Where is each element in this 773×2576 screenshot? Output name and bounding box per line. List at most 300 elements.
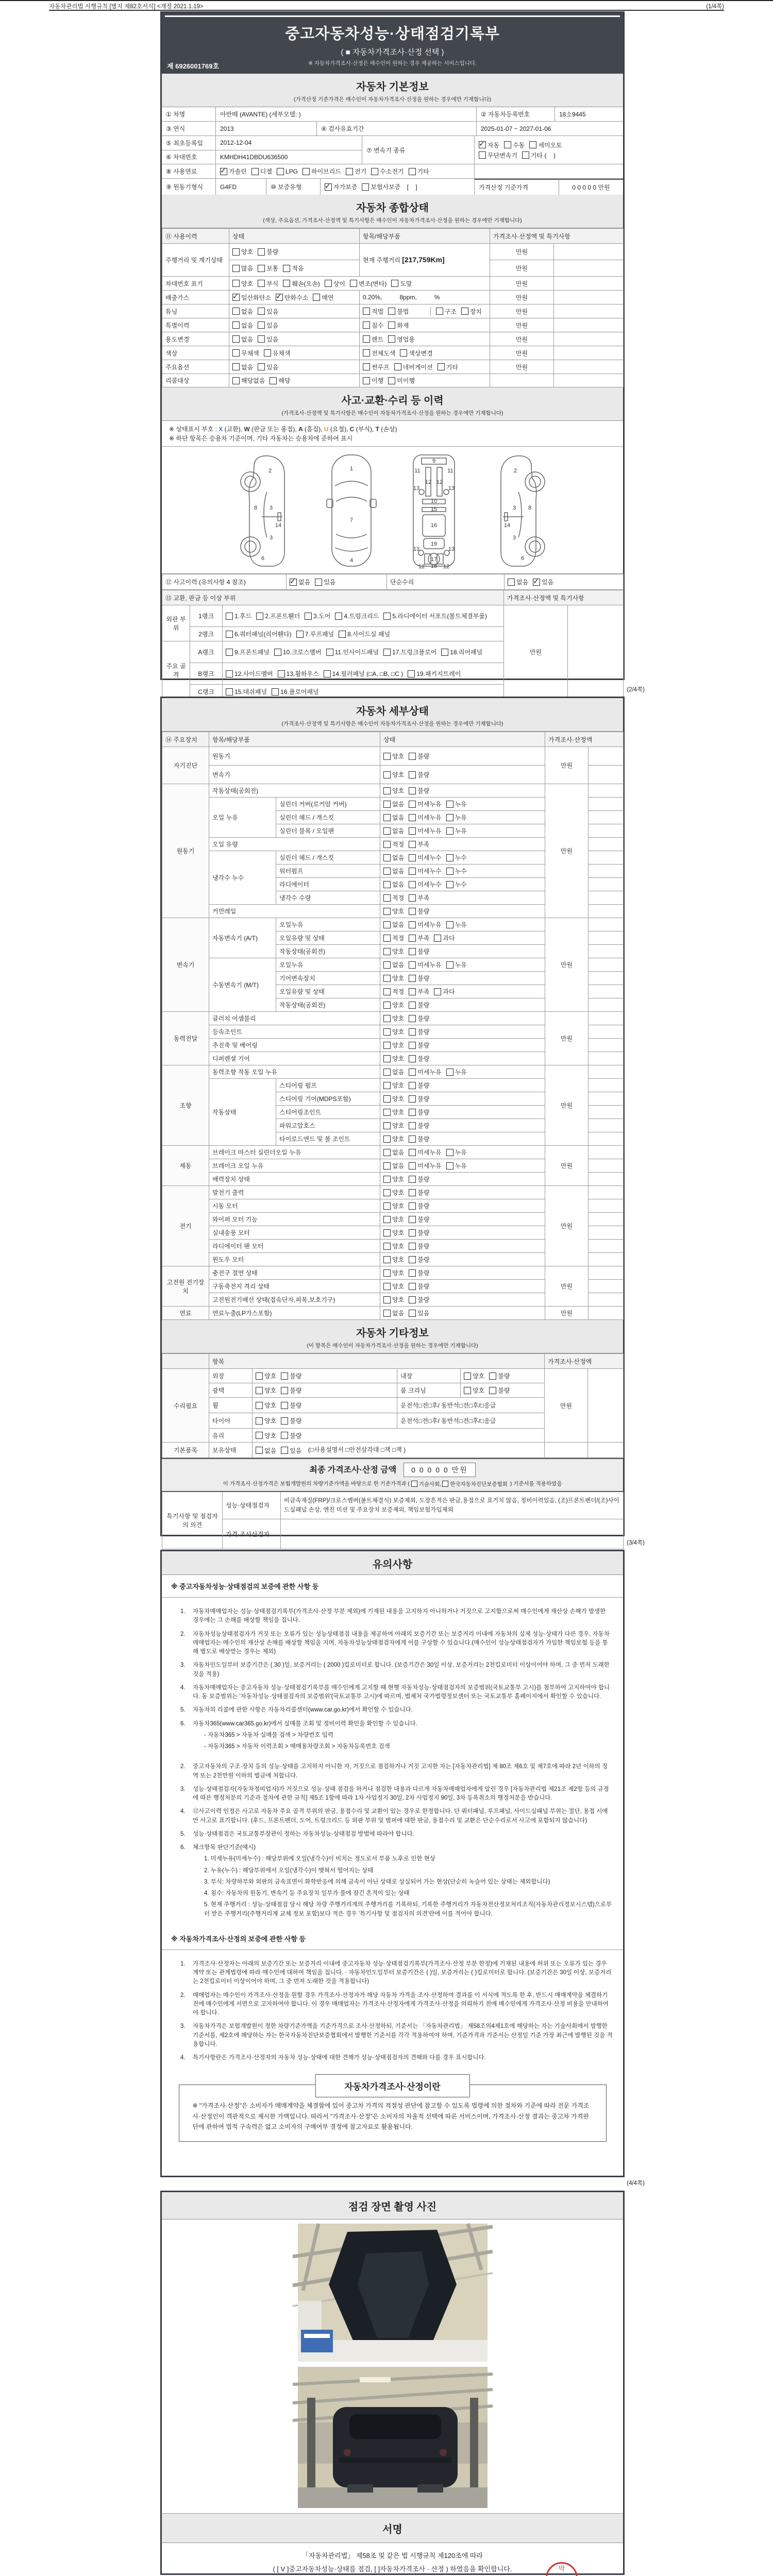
checkbox-기술사회,[interactable]: 기술사회,	[411, 1480, 442, 1488]
checkbox-box	[409, 894, 416, 902]
checkbox-불량[interactable]: 불량	[281, 1371, 301, 1380]
checkbox-양호[interactable]: 양호	[383, 1134, 404, 1143]
checkbox-양호[interactable]: 양호	[383, 947, 404, 956]
checkbox-불량[interactable]: 불량	[409, 1268, 429, 1277]
checkbox-화재[interactable]: 화재	[388, 321, 409, 330]
checkbox-누유[interactable]: 누유	[446, 960, 467, 969]
device-group: 동력전달	[162, 1012, 209, 1065]
checkbox-불량[interactable]: 불량	[409, 1081, 429, 1090]
checkbox-누유[interactable]: 누유	[446, 813, 467, 822]
table-row: 실린더 헤드 / 개스킷 없음 미세누유 누유	[162, 811, 624, 824]
checkbox-불량[interactable]: 불량	[409, 1175, 429, 1183]
checkbox-box	[383, 1042, 391, 1049]
notice-subitem: 5. 현재 주행거리 : 성능·상태점검 당시 해당 차량 주행거리계의 주행거리를 기록하되, 기록한 주행거리가 자동차전산정보처리조직(자동차관리정보시스템)으로부터 받은 주행거리(주행거리계 교체 정보 포함)보다 적은 경우 '특기사항 및 점검자의 의견'란에 이를 적어야 합니다.	[204, 1902, 612, 1917]
svg-text:12: 12	[436, 479, 443, 485]
checkbox-양호[interactable]: 양호	[383, 974, 404, 982]
checkbox-없음[interactable]: 없음	[383, 1161, 404, 1170]
checkbox-box	[409, 1189, 416, 1196]
checkbox-있음[interactable]: 있음	[258, 321, 278, 330]
checkbox-box	[383, 1310, 391, 1317]
checkbox-없음[interactable]: ✓ 없음	[290, 578, 310, 586]
checkbox-양호[interactable]: 양호	[383, 1108, 404, 1116]
checkbox-불량[interactable]: 불량	[409, 752, 429, 760]
table-row: 작동상태(공회전) 양호 불량	[162, 945, 624, 958]
checkbox-불량[interactable]: 불량	[409, 1188, 429, 1197]
checkbox-불량[interactable]: 불량	[258, 247, 278, 256]
checkbox-양호[interactable]: 양호	[383, 1215, 404, 1224]
checkbox-box	[258, 308, 265, 315]
table-row: 고전원전기배선 상태(접속단자,피복,보호기구) 양호 불량	[162, 1293, 624, 1307]
checkbox-양호[interactable]: 양호	[256, 1401, 276, 1410]
device-subgroup: 냉각수 누수	[209, 851, 276, 905]
checkbox-양호[interactable]: 양호	[383, 1121, 404, 1130]
checkbox-양호[interactable]: 양호	[383, 1295, 404, 1304]
checkbox-상이[interactable]: 상이	[325, 279, 345, 288]
checkbox-무채색[interactable]: 무채색	[232, 349, 259, 358]
table-row	[162, 179, 623, 195]
table-row	[162, 1492, 624, 1519]
device-subgroup: 자동변속기 (A/T)	[209, 918, 276, 958]
checkbox-12.사이드멤버[interactable]: 12.사이드멤버	[226, 669, 273, 678]
checkbox-양호[interactable]: 양호	[383, 1001, 404, 1009]
table-row: 커먼레일 양호 불량	[162, 905, 624, 918]
checkbox-구조[interactable]: 구조	[436, 307, 457, 316]
detail-table	[162, 732, 623, 1320]
checkbox-누유[interactable]: 누유	[446, 800, 467, 808]
device-group: 제동	[162, 1146, 209, 1186]
document-title: 중고자동차성능·상태점검기록부	[285, 26, 500, 42]
checkbox-없음[interactable]: 없음	[383, 826, 404, 835]
checkbox-적음[interactable]: 적음	[283, 264, 304, 273]
checkbox-불량[interactable]: 불량	[409, 1242, 429, 1250]
page-mark-2: (2/4쪽)	[627, 687, 645, 693]
checkbox-미세누유[interactable]: 미세누유	[409, 920, 441, 929]
checkbox-양호[interactable]: 양호	[232, 247, 253, 256]
checkbox-누유[interactable]: 누유	[446, 920, 467, 929]
checkbox-있음[interactable]: ✓ 있음	[533, 578, 553, 586]
checkbox-기타[interactable]: 기타	[409, 167, 429, 176]
checkbox-가솔린[interactable]: ✓ 가솔린	[220, 167, 247, 176]
checkbox-양호[interactable]: 양호	[383, 1228, 404, 1237]
checkbox-부식[interactable]: 부식	[258, 279, 278, 288]
checkbox-양호[interactable]: 양호	[256, 1431, 276, 1440]
car-name-label: ① 차명	[162, 107, 216, 121]
checkbox-훼손(오손)[interactable]: 훼손(오손)	[283, 279, 320, 288]
appraiser-opinion	[281, 1519, 624, 1549]
checkbox-LPG[interactable]: LPG	[277, 168, 298, 175]
checkbox-없음[interactable]: 없음	[383, 880, 404, 889]
checkbox-양호[interactable]: 양호	[383, 786, 404, 795]
checkbox-세미오토[interactable]: 세미오토	[529, 141, 562, 149]
checkbox-보험사보증[interactable]: 보험사보증	[362, 182, 400, 191]
checkbox-미세누유[interactable]: 미세누유	[409, 1148, 441, 1157]
document-header	[162, 13, 623, 74]
checkbox-없음[interactable]: 없음	[383, 920, 404, 929]
checkbox-box	[383, 1149, 391, 1156]
checkbox-미세누유[interactable]: 미세누유	[409, 1067, 441, 1076]
checkbox-불량[interactable]: 불량	[409, 1094, 429, 1103]
year-value: 2013	[216, 122, 317, 135]
checkbox-디젤[interactable]: 디젤	[251, 167, 272, 176]
checkbox-자동[interactable]: ✓ 자동	[479, 141, 499, 149]
checkbox-16.플로어패널[interactable]: 16.플로어패널	[272, 687, 319, 696]
checkbox-불량[interactable]: 불량	[281, 1386, 301, 1395]
checkbox-유채색[interactable]: 유채색	[264, 349, 291, 358]
inspector-role: 성능·상태점검자	[223, 1492, 281, 1519]
checkbox-1.후드[interactable]: 1.후드	[226, 612, 251, 620]
signature-title: 서명	[382, 2524, 402, 2535]
checkbox-box	[281, 1447, 288, 1454]
checkbox-적정[interactable]: 적정	[383, 840, 404, 849]
checkbox-양호[interactable]: 양호	[383, 1081, 404, 1090]
table-row	[162, 574, 624, 590]
table-row: 윈도우 모터 양호 불량	[162, 1253, 624, 1266]
svg-text:13: 13	[413, 485, 419, 492]
checkbox-불량[interactable]: 불량	[409, 1041, 429, 1049]
checkbox-양호[interactable]: 양호	[383, 1255, 404, 1264]
checkbox-불량[interactable]: 불량	[409, 1001, 429, 1009]
checkbox-13.휠하우스[interactable]: 13.휠하우스	[278, 669, 319, 678]
checkbox-box	[325, 183, 332, 191]
checkbox-없음[interactable]: 없음	[383, 800, 404, 808]
checkbox-도말[interactable]: 도말	[391, 279, 412, 288]
checkbox-box	[409, 908, 416, 915]
checkbox-19.패키지트레이[interactable]: 19.패키지트레이	[408, 669, 461, 678]
checkbox-불량[interactable]: 불량	[409, 907, 429, 916]
device-subgroup: 오일 누유	[209, 798, 276, 838]
checkbox-없음[interactable]: 없음	[232, 321, 253, 330]
checkbox-누수[interactable]: 누수	[446, 853, 467, 862]
checkbox-과다[interactable]: 과다	[434, 934, 455, 942]
checkbox-box	[508, 579, 515, 586]
notice-item: 6. 자동차365(www.car365.go.kr)에서 실매물 조회 및 정비이력 확인을 확인할 수 있습니다. - 자동차365 > 자동차 실매물 검색 > 차량번호 입력 - 자동차365 > 자동차 이력조회 > 매매용차량조회 > 자동차등록번호 검색	[172, 1720, 613, 1752]
page-block-3	[160, 1550, 625, 2177]
checkbox-양호[interactable]: 양호	[383, 1014, 404, 1023]
checkbox-양호[interactable]: 양호	[383, 1282, 404, 1291]
checkbox-불량[interactable]: 불량	[281, 1431, 301, 1440]
checkbox-불량[interactable]: 불량	[409, 1121, 429, 1130]
checkbox-box	[446, 854, 453, 861]
checkbox-불량[interactable]: 불량	[409, 1255, 429, 1264]
checkbox-없음[interactable]: 없음	[232, 307, 253, 316]
checkbox-적정[interactable]: 적정	[383, 893, 404, 902]
panel-rank: 1랭크	[190, 605, 223, 627]
appraiser-role: 가격·조사산정자	[223, 1519, 281, 1549]
checkbox-불량[interactable]: 불량	[409, 1134, 429, 1143]
checkbox-양호[interactable]: 양호	[256, 1386, 276, 1395]
checkbox-미세누유[interactable]: 미세누유	[409, 800, 441, 808]
checkbox-box	[446, 1069, 453, 1076]
checkbox-기타 ( )[interactable]: 기타 ( )	[522, 151, 556, 160]
checkbox-불량[interactable]: 불량	[409, 974, 429, 982]
checkbox-box	[383, 961, 391, 969]
header-accent-line	[165, 15, 620, 17]
checkbox-누유[interactable]: 누유	[446, 1148, 467, 1157]
checkbox-양호[interactable]: 양호	[464, 1371, 484, 1380]
checkbox-수동[interactable]: 수동	[504, 141, 525, 149]
checkbox-불량[interactable]: 불량	[409, 1108, 429, 1116]
checkbox-누유[interactable]: 누유	[446, 826, 467, 835]
checkbox-미세누유[interactable]: 미세누유	[409, 1161, 441, 1170]
checkbox-불량[interactable]: 불량	[409, 1295, 429, 1304]
checkbox-box	[277, 168, 284, 175]
checkbox-11.인사이드패널[interactable]: 11.인사이드패널	[326, 648, 379, 656]
checkbox-box	[383, 801, 391, 808]
svg-text:8: 8	[528, 505, 531, 511]
detail-subtitle: (가격조사·산정액 및 특기사항은 매수인이 자동차가격조사·산정을 원하는 경우에만 기재합니다)	[281, 721, 503, 727]
table-row: 많음 보통 적음 만원	[162, 260, 624, 277]
device-group: 고전원 전기장치	[162, 1266, 209, 1307]
checkbox-불량[interactable]: 불량	[489, 1371, 510, 1380]
checkbox-없음[interactable]: 없음	[383, 1148, 404, 1157]
table-row	[162, 374, 624, 387]
checkbox-불량[interactable]: 불량	[409, 786, 429, 795]
checkbox-box	[409, 975, 416, 982]
checkbox-3.도어[interactable]: 3.도어	[305, 612, 330, 620]
checkbox-매연[interactable]: 매연	[313, 293, 333, 302]
checkbox-누유[interactable]: 누유	[446, 1067, 467, 1076]
checkbox-미세누유[interactable]: 미세누유	[409, 826, 441, 835]
checkbox-불량[interactable]: 불량	[281, 1416, 301, 1425]
checkbox-양호[interactable]: 양호	[256, 1416, 276, 1425]
checkbox-장치[interactable]: 장치	[461, 307, 482, 316]
checkbox-없음[interactable]: 없음	[383, 853, 404, 862]
checkbox-부족[interactable]: 부족	[409, 934, 429, 942]
checkbox-변조(변타)[interactable]: 변조(변타)	[350, 279, 386, 288]
checkbox-box	[383, 1202, 391, 1210]
signature-confirm-line: ( [ V ]중고자동차성능·상태를 점검, [ ]자동차가격조사 · 산정 ) 하였음을 확인합니다.	[273, 2565, 512, 2573]
checkbox-미세누유[interactable]: 미세누유	[409, 960, 441, 969]
checkbox-침수[interactable]: 침수	[363, 321, 383, 330]
checkbox-box	[409, 1176, 416, 1183]
checkbox-box	[283, 265, 290, 272]
checkbox-불량[interactable]: 불량	[409, 1228, 429, 1237]
checkbox-불량[interactable]: 불량	[409, 1201, 429, 1210]
checkbox-적정[interactable]: 적정	[383, 934, 404, 942]
checkbox-box	[232, 349, 240, 357]
checkbox-양호[interactable]: 양호	[383, 770, 404, 779]
checkbox-썬루프[interactable]: 썬루프	[363, 363, 390, 371]
checkbox-해당[interactable]: 해당	[270, 376, 290, 385]
checkbox-없음[interactable]: 없음	[383, 960, 404, 969]
checkbox-box	[383, 1122, 391, 1129]
checkbox-9.프론트패널[interactable]: 9.프론트패널	[226, 648, 270, 656]
checkbox-있음[interactable]: 있음	[281, 1446, 301, 1455]
checkbox-box	[409, 1283, 416, 1290]
checkbox-box	[363, 377, 370, 384]
checkbox-기타[interactable]: 기타	[438, 363, 458, 371]
checkbox-있음[interactable]: 있음	[258, 335, 278, 344]
checkbox-있음[interactable]: 있음	[258, 363, 278, 371]
table-row: 배력장치 상태 양호 불량	[162, 1173, 624, 1186]
checkbox-box	[409, 771, 416, 778]
checkbox-box	[479, 151, 486, 159]
checkbox-렌트[interactable]: 렌트	[363, 335, 383, 344]
checkbox-불량[interactable]: 불량	[409, 770, 429, 779]
checkbox-양호[interactable]: 양호	[383, 1027, 404, 1036]
checkbox-box	[283, 280, 290, 287]
checkbox-box	[383, 649, 391, 656]
checkbox-양호[interactable]: 양호	[383, 1242, 404, 1250]
meta-divider	[49, 10, 724, 11]
checkbox-box	[383, 1296, 391, 1303]
table-row: 조향 동력조향 작동 오일 누유 없음 미세누유 누유 만원	[162, 1065, 624, 1079]
checkbox-box	[383, 814, 391, 821]
notice-subitem: - 자동차365 > 자동차 이력조회 > 매매용차량조회 > 자동차등록번호 검색	[204, 1743, 390, 1750]
checkbox-있음[interactable]: 있음	[258, 307, 278, 316]
checkbox-이행[interactable]: 이행	[363, 376, 383, 385]
checkbox-탄화수소[interactable]: ✓ 탄화수소	[276, 293, 308, 302]
checkbox-적법[interactable]: 적법	[363, 307, 383, 316]
checkbox-영업용[interactable]: 영업용	[388, 335, 415, 344]
checkbox-누수[interactable]: 누수	[446, 880, 467, 889]
checkbox-네비게이션[interactable]: 네비게이션	[394, 363, 433, 371]
checkbox-미이행[interactable]: 미이행	[388, 376, 415, 385]
checkbox-한국자동차진단보증협회[interactable]: 한국자동차진단보증협회	[442, 1480, 508, 1488]
table-row: 냉각수 수량 적정 부족	[162, 891, 624, 905]
checkbox-없음[interactable]: 없음	[383, 813, 404, 822]
detail-title: 자동차 세부상태	[356, 706, 429, 717]
signature-band	[162, 2514, 623, 2543]
checkbox-box	[409, 854, 416, 861]
checkbox-box	[409, 1269, 416, 1277]
checkbox-없음[interactable]: 없음	[383, 1067, 404, 1076]
checkbox-부족[interactable]: 부족	[409, 987, 429, 996]
checkbox-6.쿼터패널(리어휀다)[interactable]: 6.쿼터패널(리어휀다)	[226, 630, 292, 638]
checkbox-양호[interactable]: 양호	[383, 1054, 404, 1063]
checkbox-box	[305, 613, 312, 620]
checkbox-없음[interactable]: 없음	[383, 1309, 404, 1317]
table-row: 변속기 자동변속기 (A/T) 오일누유 없음 미세누유 누유 만원	[162, 918, 624, 931]
checkbox-적정[interactable]: 적정	[383, 987, 404, 996]
notice-item: 3. 자동차인도일부터 보증기간은 ( 30 )일, 보증거리는 ( 2000 )킬로미터로 합니다. (보증기간은 30일 이상, 보증거리는 2천킬로미터 이상이어야 하며, 그 중 먼저 도래한 것을 적용)	[180, 1662, 610, 1677]
checkbox-없음[interactable]: 없음	[508, 578, 528, 586]
checkbox-box	[383, 613, 391, 620]
checkbox-미세누수[interactable]: 미세누수	[409, 853, 441, 862]
checkbox-누수[interactable]: 누수	[446, 867, 467, 875]
checkbox-불량[interactable]: 불량	[281, 1401, 301, 1410]
checkbox-box	[409, 787, 416, 794]
checkbox-보통[interactable]: 보통	[258, 264, 278, 273]
checkbox-전체도색[interactable]: 전체도색	[363, 349, 395, 358]
checkbox-불량[interactable]: 불량	[409, 1215, 429, 1224]
warranty-label: ⑩ 보증유형	[266, 179, 321, 195]
checkbox-불량[interactable]: 불량	[409, 1027, 429, 1036]
checkbox-5.라디에이터 서포트(볼트체결부품)[interactable]: 5.라디에이터 서포트(볼트체결부품)	[383, 612, 487, 620]
checkbox-불량[interactable]: 불량	[409, 1054, 429, 1063]
checkbox-없음[interactable]: 없음	[232, 335, 253, 344]
checkbox-색상변경[interactable]: 색상변경	[400, 349, 432, 358]
basic-info-title: 자동차 기본정보	[356, 81, 429, 93]
checkbox-2.프론트휀더[interactable]: 2.프론트휀더	[256, 612, 300, 620]
device-subgroup: 작동상태	[209, 1079, 276, 1146]
checkbox-미세누수[interactable]: 미세누수	[409, 880, 441, 889]
table-row: 등속조인트 양호 불량	[162, 1025, 624, 1039]
checkbox-부족[interactable]: 부족	[409, 840, 429, 849]
checkbox-수소전기[interactable]: 수소전기	[371, 167, 404, 176]
checkbox-10.크로스멤버[interactable]: 10.크로스멤버	[274, 648, 322, 656]
checkbox-해당없음[interactable]: 해당없음	[232, 376, 265, 385]
checkbox-양호[interactable]: 양호	[383, 752, 404, 760]
checkbox-box	[409, 168, 416, 175]
table-row	[162, 164, 623, 179]
checkbox-양호[interactable]: 양호	[383, 1094, 404, 1103]
checkbox-없음[interactable]: 없음	[383, 867, 404, 875]
checkbox-있음[interactable]: 있음	[315, 578, 335, 586]
table-row: 시동 모터 양호 불량	[162, 1199, 624, 1213]
checkbox-누유[interactable]: 누유	[446, 1161, 467, 1170]
checkbox-box	[383, 1216, 391, 1223]
checkbox-양호[interactable]: 양호	[383, 1041, 404, 1049]
checkbox-자가보증[interactable]: ✓ 자가보증	[325, 182, 357, 191]
checkbox-18.리어패널[interactable]: 18.리어패널	[441, 648, 482, 656]
checkbox-미세누수[interactable]: 미세누수	[409, 867, 441, 875]
checkbox-box	[409, 935, 416, 942]
checkbox-14.필러패널 (□A, □B, □C )[interactable]: 14.필러패널 (□A, □B, □C )	[324, 669, 403, 678]
checkbox-하이브리드[interactable]: 하이브리드	[303, 167, 341, 176]
checkbox-불량[interactable]: 불량	[409, 1282, 429, 1291]
checkbox-양호[interactable]: 양호	[383, 1268, 404, 1277]
checkbox-4.트렁크리드[interactable]: 4.트렁크리드	[335, 612, 379, 620]
page-mark-3: (3/4쪽)	[627, 1540, 645, 1546]
checkbox-7.루프패널[interactable]: 7.루프패널	[296, 630, 334, 638]
notice-item: 4. ⑫사고이력 인정은 사고로 자동차 주요 골격 부위의 판금, 용접수리 및 교환이 있는 경우로 한정합니다. 단 쿼터패널, 루프패널, 사이드실패널 부위는 절단, 용접 시에만 사고로 표기합니다. (후드, 프론트펜더, 도어, 트렁크리드 등 외판 부위 및 범퍼에 대한 판금, 용접수리 및 교환은 단순수리로서 사고에 포함되지 않습니다)	[180, 1808, 608, 1824]
checkbox-box	[258, 335, 265, 343]
checkbox-box	[441, 649, 448, 656]
checkbox-양호[interactable]: 양호	[383, 1175, 404, 1183]
checkbox-양호[interactable]: 양호	[232, 279, 253, 288]
table-row: 작동상태 스티어링 펌프 양호 불량	[162, 1079, 624, 1092]
table-row: 배출가스 ✓ 일산화탄소 ✓ 탄화수소 매연 0.20%, 8ppm, % 만원	[162, 291, 624, 304]
final-price-note: 이 가격조사·산정가격은 보험개발원의 차량기준가액을 바탕으로 한 기준가격과 ( 기술사회, 한국자동차진단보증협회 ) 기준서를 적용하였음	[223, 1481, 562, 1487]
checkbox-box	[281, 1372, 288, 1380]
checkbox-전기[interactable]: 전기	[346, 167, 366, 176]
checkbox-없음[interactable]: 없음	[256, 1446, 276, 1455]
checkbox-box	[409, 1069, 416, 1076]
checkbox-없음[interactable]: 없음	[232, 363, 253, 371]
notices-band	[162, 1551, 623, 1575]
checkbox-box	[446, 881, 453, 888]
checkbox-불량[interactable]: 불량	[489, 1386, 510, 1395]
checkbox-양호[interactable]: 양호	[383, 1188, 404, 1197]
checkbox-box	[446, 827, 453, 835]
checkbox-불량[interactable]: 불량	[409, 1014, 429, 1023]
panel-table	[162, 590, 623, 699]
checkbox-양호[interactable]: 양호	[383, 1201, 404, 1210]
checkbox-box	[232, 335, 240, 343]
checkbox-8.사이드실 패널[interactable]: 8.사이드실 패널	[339, 630, 390, 638]
checkbox-불법[interactable]: 불법	[388, 307, 409, 316]
checkbox-많음[interactable]: 많음	[232, 264, 253, 273]
checkbox-15.대쉬패널[interactable]: 15.대쉬패널	[226, 687, 267, 696]
checkbox-17.트렁크플로어[interactable]: 17.트렁크플로어	[383, 648, 436, 656]
checkbox-과다[interactable]: 과다	[434, 987, 455, 996]
color-label: 색상	[162, 346, 229, 360]
emission-values: 0.20%, 8ppm, %	[360, 291, 490, 304]
checkbox-일산화탄소[interactable]: ✓ 일산화탄소	[232, 293, 271, 302]
checkbox-box	[363, 308, 370, 315]
checkbox-불량[interactable]: 불량	[409, 947, 429, 956]
checkbox-미세누유[interactable]: 미세누유	[409, 813, 441, 822]
checkbox-무단변속기[interactable]: 무단변속기	[479, 151, 517, 160]
checkbox-양호[interactable]: 양호	[383, 907, 404, 916]
checkbox-부족[interactable]: 부족	[409, 893, 429, 902]
checkbox-box	[278, 670, 285, 677]
checkbox-양호[interactable]: 양호	[464, 1386, 484, 1395]
checkbox-있음[interactable]: 있음	[409, 1309, 429, 1317]
checkbox-양호[interactable]: 양호	[256, 1371, 276, 1380]
notice-section-header: ※ 중고자동차성능·상태점검의 보증에 관한 사항 등	[162, 1575, 623, 1598]
